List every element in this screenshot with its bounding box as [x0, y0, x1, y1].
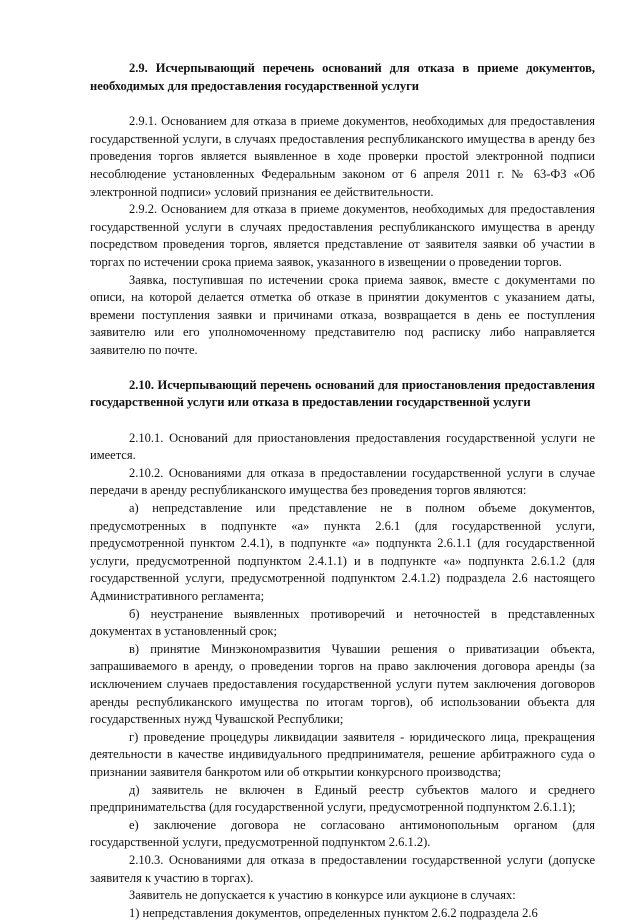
document-page: [90, 60, 595, 922]
list-item-g: г) проведение процедуры ликвидации заявителя - юридического лица, прекращения деятельности в качестве индивидуального предпринимателя, решение арбитражного суда о признании заявителя банкротом или об открытии конкурсного производства;: [90, 729, 595, 779]
paragraph-2-10-2: 2.10.2. Основаниями для отказа в предоставлении государственной услуги в случае передачи в аренду республиканского имущества без проведения торгов являются:: [90, 465, 595, 498]
section-2-10-heading: 2.10. Исчерпывающий перечень оснований для приостановления предоставления государственной услуги или отказа в предоставлении государственной услуги: [90, 377, 595, 410]
list-item-d: д) заявитель не включен в Единый реестр субъектов малого и среднего предпринимательства (для государственной услуги, предусмотренной подпунктом 2.6.1.1);: [90, 782, 595, 815]
paragraph-2-10-3: 2.10.3. Основаниями для отказа в предоставлении государственной услуги (допуске заявителя к участию в торгах).: [90, 852, 595, 885]
list-item-1: 1) непредставления документов, определенных пунктом 2.6.2 подраздела 2.6: [129, 905, 538, 920]
paragraph-2-9-note: Заявка, поступившая по истечении срока приема заявок, вместе с документами по описи, на которой делается отметка об отказе в принятии документов с указанием даты, времени поступления заявки и причинами отказа, возвращается в день ее поступления заявителю или его уполномоченному представителю под расписку либо направляется заявителю по почте.: [90, 272, 595, 357]
list-item-a: а) непредставление или представление не в полном объеме документов, предусмотренных в подпункте «а» пункта 2.6.1 (для государственной услуги, предусмотренной пунктом 2.4.1), в подпункте «а» подпункта 2.6.1.1 (для государственной услуги, предусмотренной подпунктом 2.4.1.1) и в подпункте «а» подпункта 2.6.1.2 (для государственной услуги, предусмотренной подпунктом 2.4.1.2) подраздела 2.6 настоящего Административного регламента;: [90, 501, 595, 604]
paragraph-2-10-1: 2.10.1. Оснований для приостановления предоставления государственной услуги не имеется.: [90, 430, 595, 463]
list-item-b: б) неустранение выявленных противоречий и неточностей в представленных документах в установленный срок;: [90, 606, 595, 639]
section-2-9-heading: 2.9. Исчерпывающий перечень оснований для отказа в приеме документов, необходимых для предоставления государственной услуги: [90, 61, 595, 93]
list-item-v: в) принятие Минэкономразвития Чувашии решения о приватизации объекта, запрашиваемого в аренду, о проведении торгов на право заключения договора аренды (за исключением случаев предоставления государственной услуги путем заключения договоров аренды республиканского имущества по итогам торгов), об использовании объекта для государственных нужд Чувашской Республики;: [90, 641, 595, 727]
paragraph-2-10-3-intro: Заявитель не допускается к участию в конкурсе или аукционе в случаях:: [129, 888, 516, 903]
paragraph-2-9-1: 2.9.1. Основанием для отказа в приеме документов, необходимых для предоставления государственной услуги, в случаях предоставления республиканского имущества в аренду без проведения торгов является выявленное в ходе проверки простой электронной подписи несоблюдение установленных Федеральным законом от 6 апреля 2011 г. № 63-ФЗ «Об электронной подписи» условий признания ее действительности.: [90, 114, 595, 199]
list-item-e: е) заключение договора не согласовано антимонопольным органом (для государственной услуги, предусмотренной подпунктом 2.6.1.2).: [90, 817, 595, 850]
paragraph-2-9-2: 2.9.2. Основанием для отказа в приеме документов, необходимых для предоставления государственной услуги в случаях предоставления республиканского имущества в аренду посредством проведения торгов, является представление от заявителя заявки об участии в торгах по истечении срока приема заявок, указанного в извещении о проведении торгов.: [90, 202, 595, 269]
